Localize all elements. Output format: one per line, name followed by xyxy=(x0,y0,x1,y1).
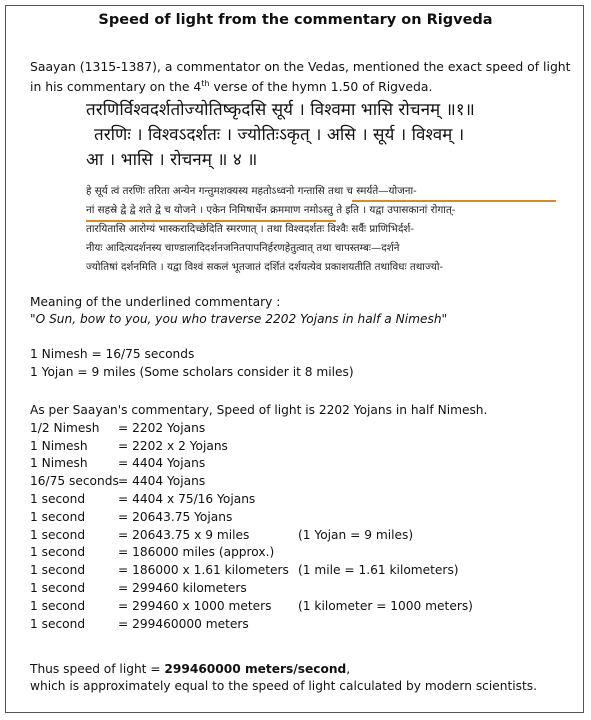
calc-lhs: 1 Nimesh xyxy=(30,456,88,471)
meaning-label: Meaning of the underlined commentary : xyxy=(30,295,281,309)
verse-line-3: आ । भासि । रोचनम् ॥ ४ ॥ xyxy=(86,150,258,170)
calc-row xyxy=(30,527,580,545)
definition-nimesh: 1 Nimesh = 16/75 seconds xyxy=(30,347,195,361)
calc-intro: As per Saayan's commentary, Speed of light is 2202 Yojans in half Nimesh. xyxy=(30,403,488,417)
conclusion-line-1 xyxy=(30,661,580,678)
calc-row xyxy=(30,455,580,473)
definitions xyxy=(30,346,570,381)
calc-lhs: 1 Nimesh xyxy=(30,438,88,453)
meaning-block xyxy=(30,294,570,328)
commentary-line-2: नां सहस्रे द्वे द्वे शते द्वे च योजने । एकेन निमिषार्धेन क्रममाण नमोऽस्तु ते इति । यद्वा उपासकानां रोगात्- xyxy=(86,204,456,216)
calc-lhs: 1/2 Nimesh xyxy=(30,420,100,435)
page-title: Speed of light from the commentary on Rigveda xyxy=(98,12,493,28)
commentary-line-4: नीयः आदित्यदर्शनस्य चाण्डालादिदर्शनजनितपापनिर्हरणहेतुत्वात् तथा चापस्तम्बः—दर्शने xyxy=(86,242,400,254)
commentary-line-3: तारयितासि आरोग्यं भास्करादिच्छेदिति स्मरणात् । तथा विश्वदर्शतः विश्वैः सर्वैः प्राणिभिर्दर्श- xyxy=(86,223,414,235)
calc-lhs: 1 second xyxy=(30,491,86,506)
intro-line-2-pre: in his commentary on the 4 xyxy=(30,79,202,95)
calc-rhs: = 299460 kilometers xyxy=(118,580,247,595)
calc-rhs: = 299460 x 1000 meters xyxy=(118,598,272,613)
calc-row xyxy=(30,598,580,616)
calc-rhs: = 2202 x 2 Yojans xyxy=(118,438,228,453)
calc-rhs: = 299460000 meters xyxy=(118,616,249,631)
calc-lhs: 1 second xyxy=(30,580,86,595)
sanskrit-commentary xyxy=(86,182,556,277)
commentary-underline-1 xyxy=(352,200,556,202)
calc-rhs: = 186000 miles (approx.) xyxy=(118,545,275,560)
calc-rhs: = 2202 Yojans xyxy=(118,420,206,435)
intro-line-2 xyxy=(30,75,575,95)
conclusion-post: , xyxy=(346,662,351,676)
conclusion-line-2: which is approximately equal to the speed of light calculated by modern scientists. xyxy=(30,679,537,693)
intro-line-1: Saayan (1315-1387), a commentator on the Vedas, mentioned the exact speed of light xyxy=(30,59,571,74)
sanskrit-verse xyxy=(86,98,556,173)
intro-superscript: th xyxy=(201,79,210,88)
calc-rhs: = 186000 x 1.61 kilometers xyxy=(118,563,289,578)
calc-rhs: = 4404 x 75/16 Yojans xyxy=(118,491,256,506)
calc-note: (1 kilometer = 1000 meters) xyxy=(298,598,473,613)
calc-note: (1 Yojan = 9 miles) xyxy=(298,527,414,542)
conclusion xyxy=(30,661,580,695)
calc-rhs: = 20643.75 x 9 miles xyxy=(118,527,250,542)
calc-lhs: 1 second xyxy=(30,545,86,560)
commentary-line-5: ज्योतिषां दर्शनमिति । यद्वा विश्वं सकलं भूतजातं दर्शितं दर्शयत्येव प्रकाशयतीति तथाविधः तथाज्यो- xyxy=(86,261,443,273)
verse-line-2: तरणिः । विश्वऽदर्शतः । ज्योतिःऽकृत् । असि । सूर्य । विश्वम् । xyxy=(94,125,465,145)
calc-row xyxy=(30,544,580,562)
calc-rhs: = 4404 Yojans xyxy=(118,474,206,489)
calculation xyxy=(30,402,580,633)
commentary-line-1: हे सूर्य त्वं तरणिः तरिता अन्येन गन्तुमशक्यस्य महतोऽध्वनो गन्तासि तथा च स्मर्यते—योजना- xyxy=(86,185,417,197)
calc-rhs: = 4404 Yojans xyxy=(118,456,206,471)
meaning-quote: "O Sun, bow to you, you who traverse 2202 Yojans in half a Nimesh" xyxy=(30,312,448,326)
calc-lhs: 1 second xyxy=(30,598,86,613)
calc-row xyxy=(30,562,580,580)
calc-row xyxy=(30,580,580,598)
calc-lhs: 1 second xyxy=(30,527,86,542)
definition-yojan: 1 Yojan = 9 miles (Some scholars consider it 8 miles) xyxy=(30,364,354,379)
calc-row xyxy=(30,438,580,456)
calc-row xyxy=(30,616,580,634)
calc-row xyxy=(30,509,580,527)
calc-row xyxy=(30,420,580,438)
calc-rhs: = 20643.75 Yojans xyxy=(118,509,233,524)
intro-line-2-post: verse of the hymn 1.50 of Rigveda. xyxy=(209,79,433,95)
commentary-underline-2 xyxy=(86,220,336,222)
calc-row xyxy=(30,473,580,491)
verse-line-1: तरणिर्विश्वदर्शतोज्योतिष्कृदसि सूर्य । विश्वमा भासि रोचनम् ॥१॥ xyxy=(86,100,475,120)
calc-lhs: 1 second xyxy=(30,616,86,631)
conclusion-value: 299460000 meters/second xyxy=(164,662,347,676)
intro-paragraph xyxy=(30,58,575,95)
calc-lhs: 16/75 seconds xyxy=(30,474,119,489)
calc-note: (1 mile = 1.61 kilometers) xyxy=(298,563,459,578)
calc-lhs: 1 second xyxy=(30,509,86,524)
conclusion-pre: Thus speed of light = xyxy=(30,662,165,676)
calc-row xyxy=(30,491,580,509)
calc-lhs: 1 second xyxy=(30,563,86,578)
